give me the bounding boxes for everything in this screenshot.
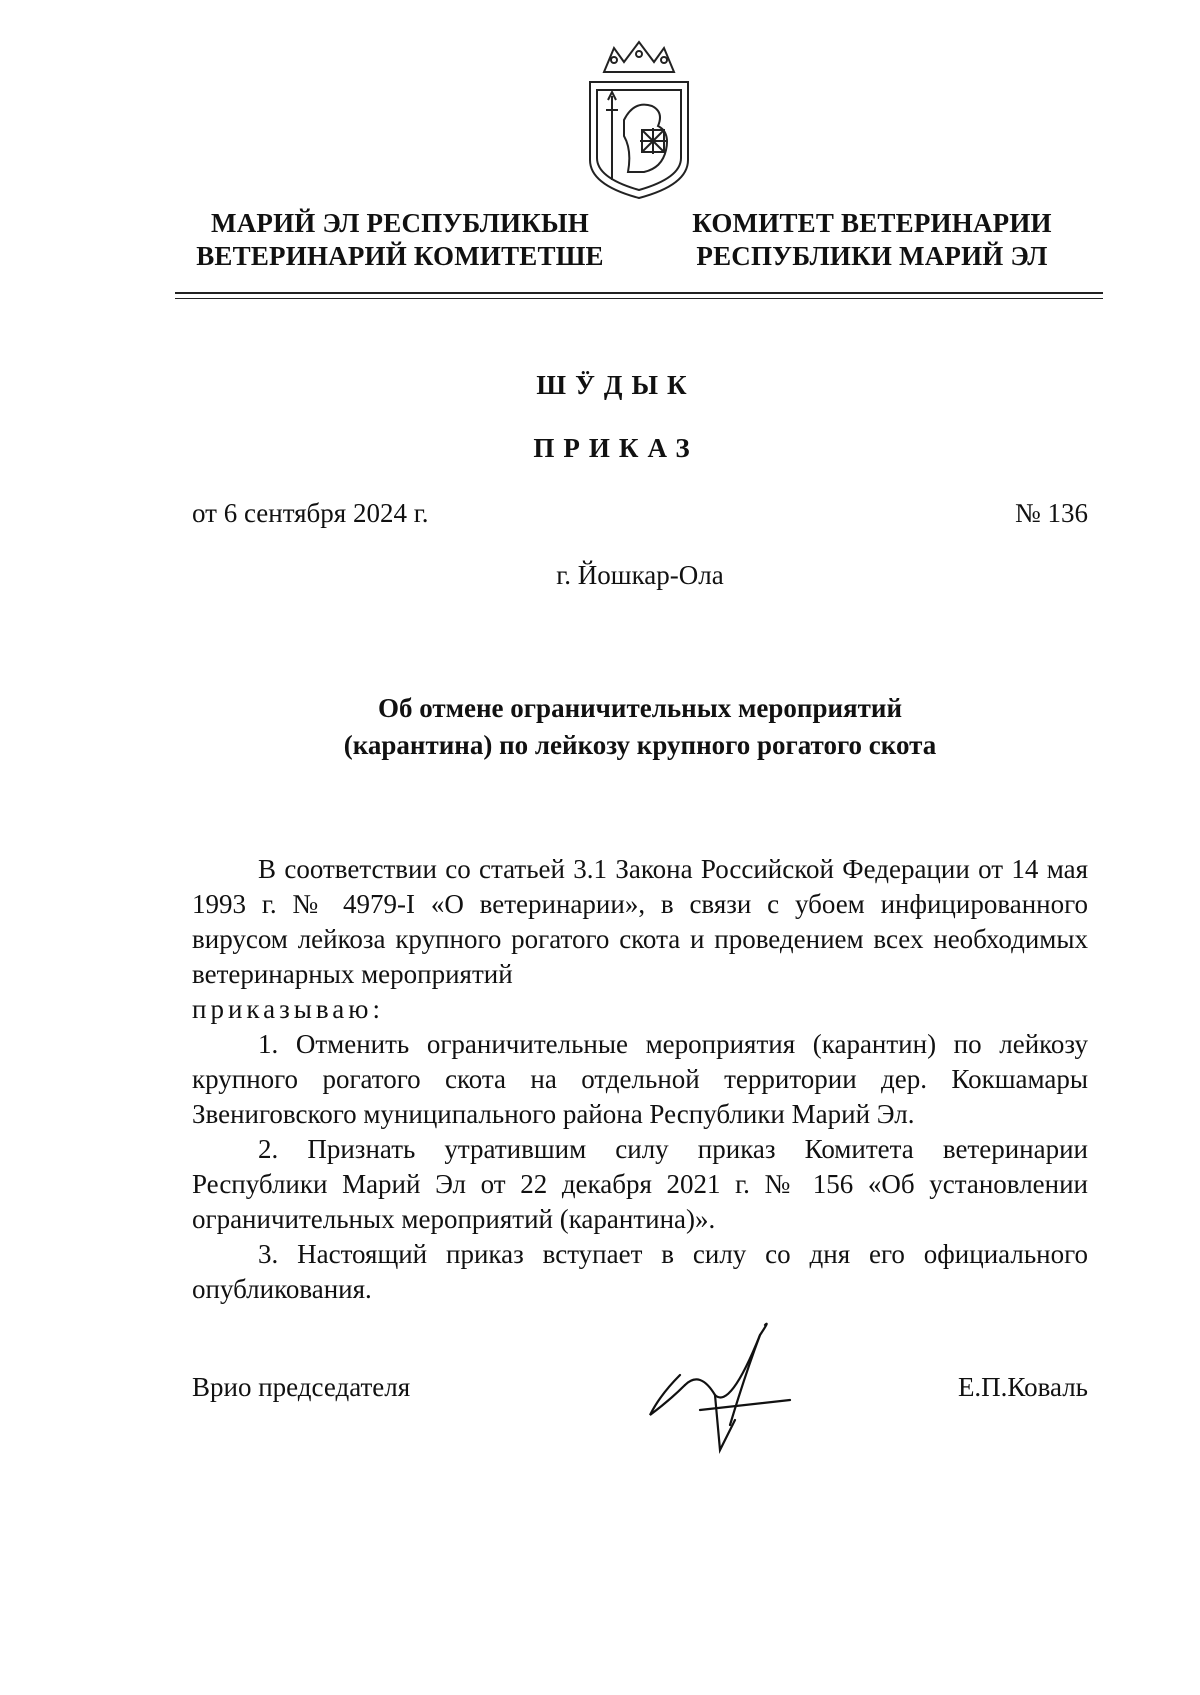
order-word: приказываю: — [192, 994, 384, 1024]
org-name-mari-line1: МАРИЙ ЭЛ РЕСПУБЛИКЫН — [211, 208, 589, 238]
document-type-mari: ШӰДЫК — [536, 370, 696, 400]
signatory-name: Е.П.Коваль — [957, 1372, 1088, 1402]
document-city: г. Йошкар-Ола — [556, 560, 724, 590]
document-subject — [300, 690, 980, 764]
org-name-russian — [682, 207, 1062, 273]
coat-of-arms-icon — [584, 40, 694, 200]
subject-line1: Об отмене ограничительных мероприятий — [377, 693, 903, 723]
handwritten-signature-icon — [640, 1315, 810, 1465]
order-item-2: 2. Признать утратившим силу приказ Комитета ветеринарии Республики Марий Эл от 22 декабря 2021 г. № 156 «Об установлении ограничительных мероприятий (карантина)». — [192, 1134, 1088, 1234]
subject-line2: (карантина) по лейкозу крупного рогатого скота — [343, 730, 937, 760]
document-date: от 6 сентября 2024 г. — [192, 498, 429, 528]
org-name-mari-line2: ВЕТЕРИНАРИЙ КОМИТЕТШЕ — [196, 241, 604, 271]
document-type-russian: ПРИКАЗ — [533, 433, 699, 463]
preamble-paragraph: В соответствии со статьей 3.1 Закона Российской Федерации от 14 мая 1993 г. № 4979-I «О ветеринарии», в связи с убоем инфицированного вирусом лейкоза крупного рогатого скота и проведением всех необходимых ветеринарных мероприятий — [192, 854, 1088, 989]
org-name-russian-line1: КОМИТЕТ ВЕТЕРИНАРИИ — [692, 208, 1052, 238]
order-item-1: 1. Отменить ограничительные мероприятия (карантин) по лейкозу крупного рогатого скота на отдельной территории дер. Кокшамары Звениговского муниципального района Республики Марий Эл. — [192, 1029, 1088, 1129]
header-divider-thin — [175, 298, 1103, 299]
header-divider — [175, 292, 1103, 294]
signatory-title: Врио председателя — [192, 1372, 411, 1402]
org-name-russian-line2: РЕСПУБЛИКИ МАРИЙ ЭЛ — [696, 241, 1048, 271]
document-number: № 136 — [1014, 498, 1088, 528]
document-body — [192, 852, 1088, 1307]
order-item-3: 3. Настоящий приказ вступает в силу со дня его официального опубликования. — [192, 1239, 1088, 1304]
org-name-mari — [190, 207, 610, 273]
